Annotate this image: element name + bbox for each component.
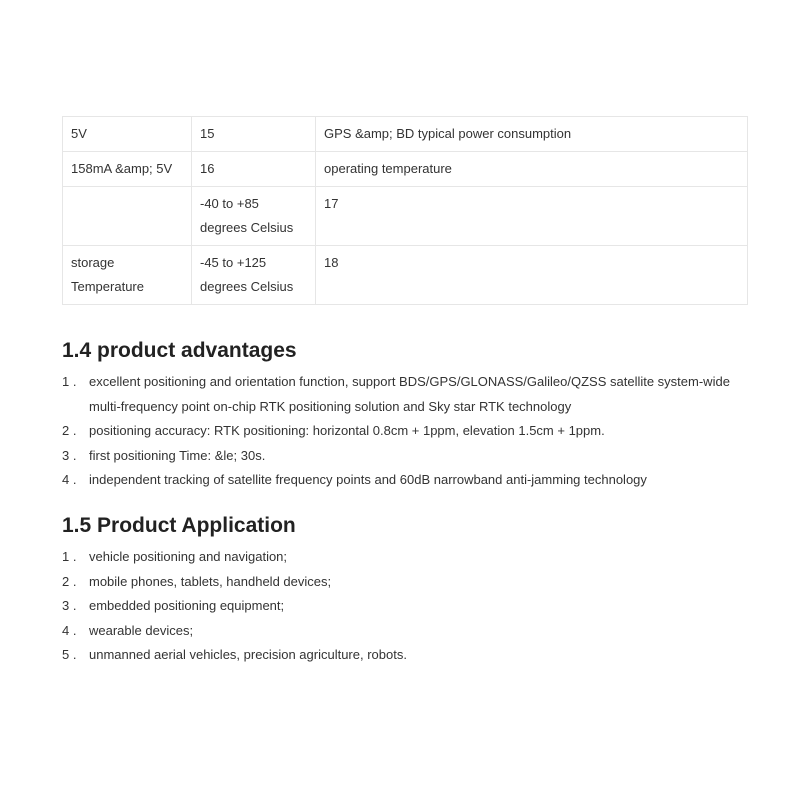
list-item-text: independent tracking of satellite frequency points and 60dB narrowband anti-jamming technology <box>89 472 647 487</box>
section-heading-advantages: 1.4 product advantages <box>62 339 297 362</box>
table-cell: storage Temperature <box>63 246 192 305</box>
list-item <box>62 468 752 493</box>
table-cell: 15 <box>192 117 316 152</box>
list-item <box>62 545 752 570</box>
application-list <box>62 545 752 668</box>
list-item-text: embedded positioning equipment; <box>89 598 285 613</box>
list-item <box>62 619 752 644</box>
table-cell: -40 to +85 degrees Celsius <box>192 187 316 246</box>
list-marker: 5 . <box>62 647 77 662</box>
spec-table <box>62 116 748 305</box>
table-row <box>63 117 748 152</box>
list-item-text: vehicle positioning and navigation; <box>89 549 288 564</box>
list-marker: 1 . <box>62 549 77 564</box>
table-cell: 18 <box>316 246 748 305</box>
list-marker: 4 . <box>62 472 77 487</box>
list-marker: 3 . <box>62 447 77 463</box>
list-marker: 2 . <box>62 423 77 438</box>
table-row <box>63 246 748 305</box>
table-cell: 16 <box>192 152 316 187</box>
list-marker: 4 . <box>62 622 77 638</box>
table-cell: 158mA &amp; 5V <box>63 152 192 187</box>
list-item-text: excellent positioning and orientation function, support BDS/GPS/GLONASS/Galileo/QZSS satellite system-wide multi-frequency point on-chip RTK positioning solution and Sky star RTK technology <box>89 374 730 414</box>
table-row <box>63 152 748 187</box>
list-item <box>62 419 752 444</box>
list-item-text: first positioning Time: &le; 30s. <box>89 447 266 463</box>
list-item <box>62 444 752 469</box>
table-row <box>63 187 748 246</box>
list-item-text: unmanned aerial vehicles, precision agriculture, robots. <box>89 647 407 662</box>
list-marker: 1 . <box>62 374 77 389</box>
list-item <box>62 643 752 668</box>
table-cell: -45 to +125 degrees Celsius <box>192 246 316 305</box>
list-item-text: wearable devices; <box>89 622 194 638</box>
list-marker: 3 . <box>62 598 77 613</box>
table-cell: operating temperature <box>316 152 748 187</box>
list-item-text: mobile phones, tablets, handheld devices; <box>89 573 332 589</box>
list-item-text: positioning accuracy: RTK positioning: horizontal 0.8cm + 1ppm, elevation 1.5cm + 1ppm. <box>89 423 605 438</box>
list-marker: 2 . <box>62 573 77 589</box>
table-cell: 5V <box>63 117 192 152</box>
advantages-list <box>62 370 752 493</box>
table-cell <box>63 187 192 246</box>
table-cell: GPS &amp; BD typical power consumption <box>316 117 748 152</box>
list-item <box>62 370 752 419</box>
list-item <box>62 594 752 619</box>
section-heading-application: 1.5 Product Application <box>62 514 296 537</box>
list-item <box>62 570 752 595</box>
table-cell: 17 <box>316 187 748 246</box>
